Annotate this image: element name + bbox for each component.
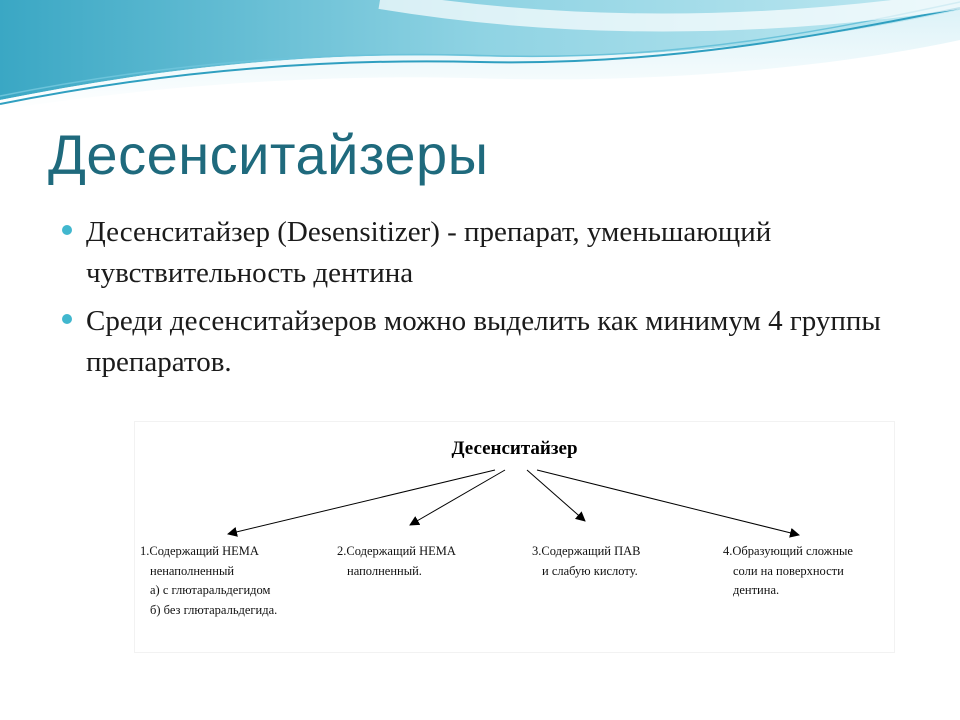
diagram-root-label: Десенситайзер [451, 438, 578, 459]
group-2-line: наполненный. [347, 563, 422, 578]
header-wave-decoration [0, 0, 960, 130]
group-1-line: 1.Содержащий НЕМА [140, 544, 259, 558]
arrow-to-group-4 [537, 470, 799, 535]
group-3-line: 3.Содержащий ПАВ [532, 544, 641, 558]
bullet-item [58, 301, 918, 383]
arrow-to-group-1 [228, 470, 495, 534]
group-3-line: и слабую кислоту. [542, 563, 638, 578]
bullet-list [58, 212, 918, 390]
group-1-line: а) с глютаральдегидом [150, 583, 271, 597]
group-4-line: соли на поверхности [733, 563, 844, 578]
arrow-to-group-3 [527, 470, 585, 521]
bullet-text: Десенситайзер (Desensitizer) - препарат, уменьшающий чувствительность дентина [86, 216, 772, 289]
bullet-dot-icon [62, 225, 72, 235]
group-3 [532, 542, 640, 581]
group-2-line: 2.Содержащий НЕМА [337, 544, 456, 558]
bullet-dot-icon [62, 314, 72, 324]
group-1-line: ненаполненный [150, 563, 235, 578]
group-4-line: 4.Образующий сложные [723, 544, 853, 558]
slide-title: Десенситайзеры [48, 123, 489, 186]
group-4-line: дентина. [733, 583, 780, 597]
bullet-item [58, 212, 918, 294]
group-4 [723, 542, 853, 601]
arrow-to-group-2 [410, 470, 505, 525]
classification-diagram [135, 422, 894, 652]
bullet-text: Среди десенситайзеров можно выделить как минимум 4 группы препаратов. [86, 305, 881, 378]
group-1-line: б) без глютаральдегида. [150, 602, 278, 617]
group-2 [337, 542, 456, 581]
group-1 [140, 542, 277, 620]
